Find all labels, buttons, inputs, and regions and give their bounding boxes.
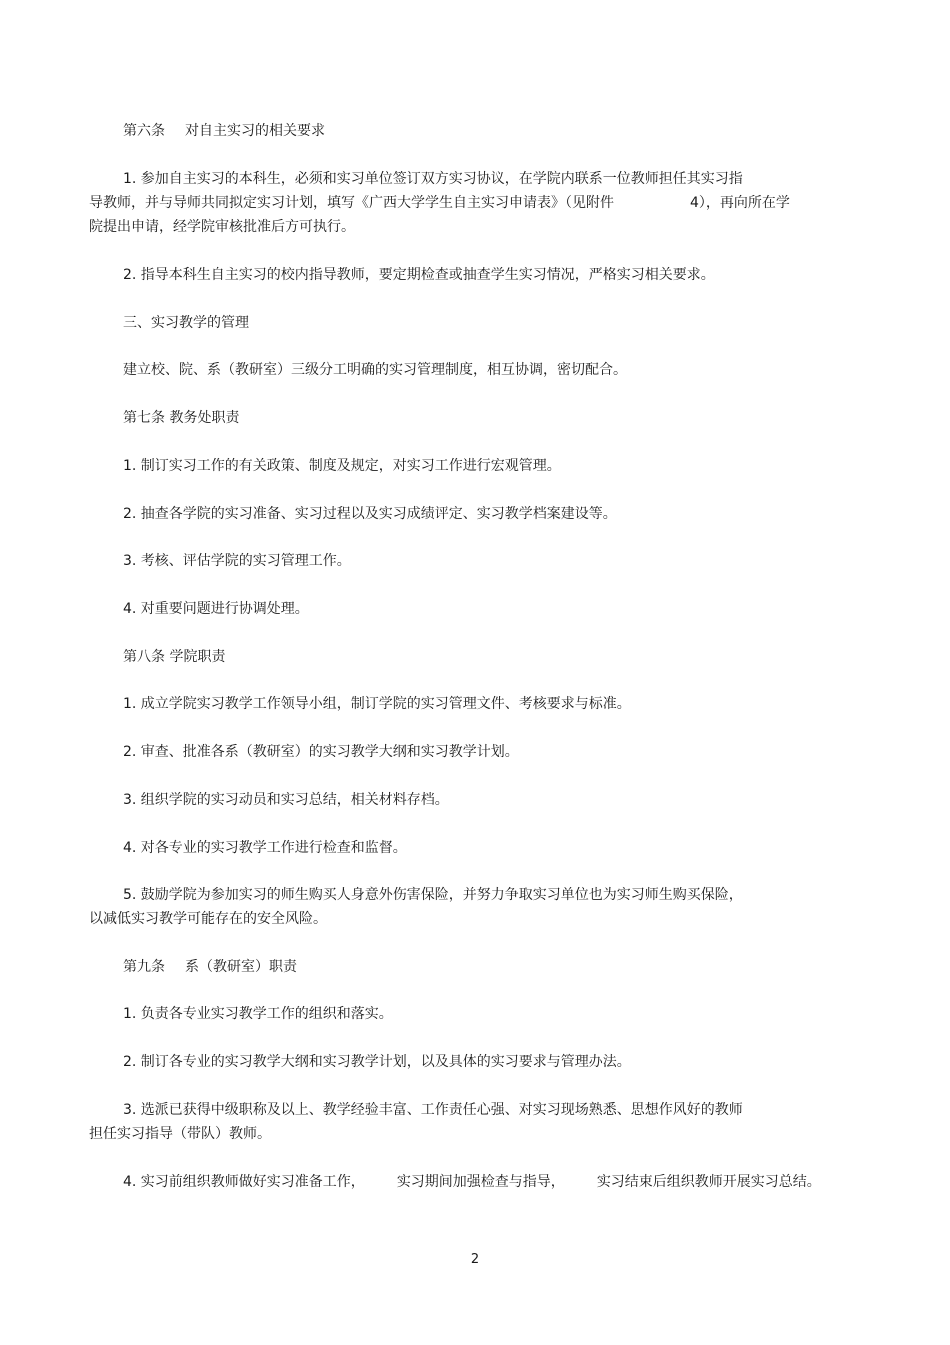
article-9-heading (123, 957, 297, 977)
article-8-heading: 第八条 学院职责 (123, 649, 226, 665)
paragraph-text: 4），再向所在学 (690, 195, 790, 211)
section-heading: 三、实习教学的管理 (123, 315, 249, 331)
list-item-part: 实习结束后组织教师开展实习总结。 (596, 1174, 821, 1190)
page-number: 2 (470, 1252, 480, 1267)
paragraph-line: 建立校、院、系（教研室）三级分工明确的实习管理制度，相互协调，密切配合。 (123, 362, 627, 378)
list-item: 3. 考核、评估学院的实习管理工作。 (123, 553, 351, 569)
list-item: 1. 成立学院实习教学工作领导小组，制订学院的实习管理文件、考核要求与标准。 (123, 696, 631, 712)
article-7-heading: 第七条 教务处职责 (123, 410, 240, 426)
paragraph-line: 2. 指导本科生自主实习的校内指导教师，要定期检查或抽查学生实习情况，严格实习相关要求。 (123, 267, 715, 283)
list-item-continuation: 担任实习指导（带队）教师。 (89, 1126, 271, 1142)
list-item: 3. 选派已获得中级职称及以上、教学经验丰富、工作责任心强、对实习现场熟悉、思想作风好的教师 (123, 1102, 743, 1118)
paragraph-line: 院提出申请，经学院审核批准后方可执行。 (89, 219, 355, 235)
list-item: 2. 制订各专业的实习教学大纲和实习教学计划，以及具体的实习要求与管理办法。 (123, 1054, 631, 1070)
list-item (123, 1172, 821, 1192)
paragraph-line: 1. 参加自主实习的本科生，必须和实习单位签订双方实习协议，在学院内联系一位教师担任其实习指 (123, 171, 743, 187)
list-item: 2. 审查、批准各系（教研室）的实习教学大纲和实习教学计划。 (123, 744, 519, 760)
list-item: 1. 制订实习工作的有关政策、制度及规定，对实习工作进行宏观管理。 (123, 458, 561, 474)
paragraph-line (89, 193, 790, 213)
list-item: 2. 抽查各学院的实习准备、实习过程以及实习成绩评定、实习教学档案建设等。 (123, 506, 617, 522)
article-number: 第九条 (123, 959, 165, 975)
list-item-part: 4. 实习前组织教师做好实习准备工作， (123, 1174, 365, 1190)
list-item-part: 实习期间加强检查与指导， (396, 1174, 565, 1190)
list-item: 4. 对重要问题进行协调处理。 (123, 601, 309, 617)
list-item: 1. 负责各专业实习教学工作的组织和落实。 (123, 1006, 393, 1022)
article-6-heading (123, 121, 325, 141)
list-item-continuation: 以减低实习教学可能存在的安全风险。 (89, 911, 327, 927)
list-item: 4. 对各专业的实习教学工作进行检查和监督。 (123, 840, 407, 856)
article-title: 对自主实习的相关要求 (185, 123, 325, 139)
article-number: 第六条 (123, 123, 165, 139)
article-title: 系（教研室）职责 (185, 959, 297, 975)
list-item: 5. 鼓励学院为参加实习的师生购买人身意外伤害保险，并努力争取实习单位也为实习师生购买保险， (123, 887, 743, 903)
list-item: 3. 组织学院的实习动员和实习总结，相关材料存档。 (123, 792, 449, 808)
paragraph-text: 导教师，并与导师共同拟定实习计划，填写《广西大学学生自主实习申请表》（见附件 (89, 195, 614, 211)
